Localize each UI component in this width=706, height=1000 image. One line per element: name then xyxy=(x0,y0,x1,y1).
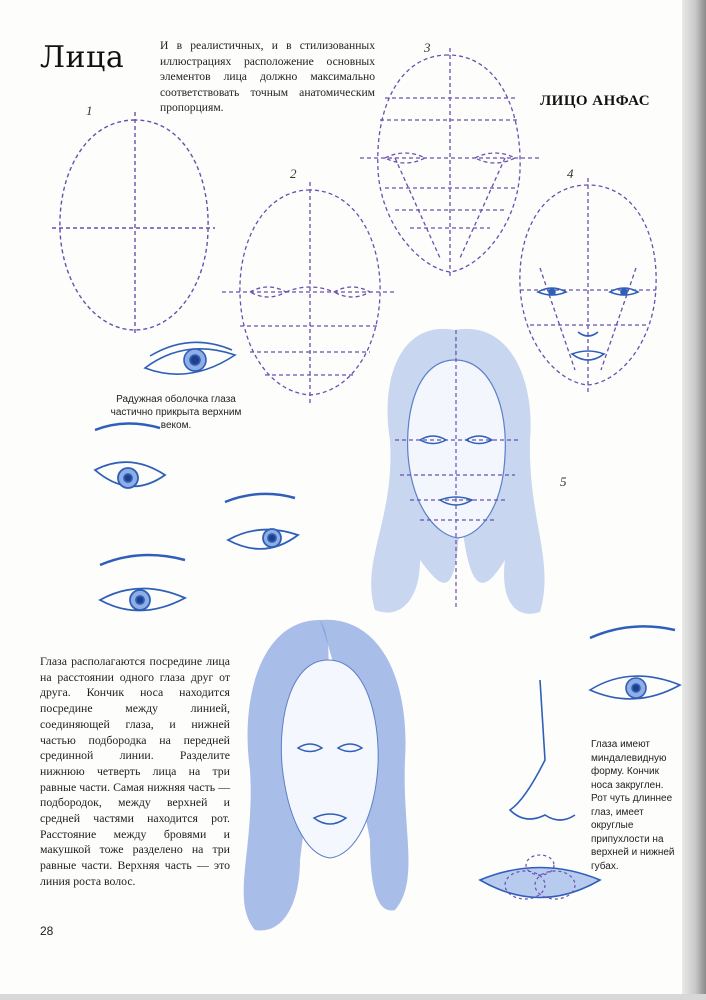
face-construction-2 xyxy=(222,182,395,405)
eye-studies xyxy=(95,423,298,610)
page-bottom-edge xyxy=(0,994,706,1000)
eye-sketch-iris xyxy=(145,342,235,374)
face-construction-1 xyxy=(52,112,215,335)
figure-number-2: 2 xyxy=(290,166,297,181)
book-spine-shadow xyxy=(682,0,706,1000)
face-construction-3 xyxy=(360,48,540,278)
body-paragraph: Глаза располагаются посредине лица на расстоянии одного глаза друг от друга. Кончик носа находится посредине между линией, соединяющей глаза, и нижней частью подбородка на передней срединной линии. Разделите нижнюю четверть лица на три равные части. Самая нижняя часть — подбородок, между верхней и средней частями находится рот. Расстояние между бровями и макушкой тоже разделено на три равные части. Верхняя часть — это линия роста волос. xyxy=(40,654,230,888)
figure-number-1: 1 xyxy=(86,103,93,118)
figure-number-5: 5 xyxy=(560,474,567,489)
figure-number-4: 4 xyxy=(567,166,574,181)
portrait-bottom xyxy=(244,620,409,931)
portrait-5 xyxy=(371,329,544,614)
face-construction-4 xyxy=(520,178,656,395)
intro-paragraph: И в реалистичных, и в стилизованных иллюстрациях расположение основных элементов лица должно максимально соответствовать точным анатомическим пропорциям. xyxy=(160,39,375,114)
caption-features: Глаза имеют миндалевидную форму. Кончик носа закруглен. Рот чуть длиннее глаз, имеет округлые припухлости на верхней и нижней губах. xyxy=(591,739,675,872)
figure-number-3: 3 xyxy=(424,40,431,55)
section-title: ЛИЦО АНФАС xyxy=(540,93,651,109)
page-title: Лица xyxy=(40,40,125,75)
caption-iris: Радужная оболочка глаза частично прикрыта верхним веком. xyxy=(110,394,242,431)
page-number: 28 xyxy=(40,924,54,938)
